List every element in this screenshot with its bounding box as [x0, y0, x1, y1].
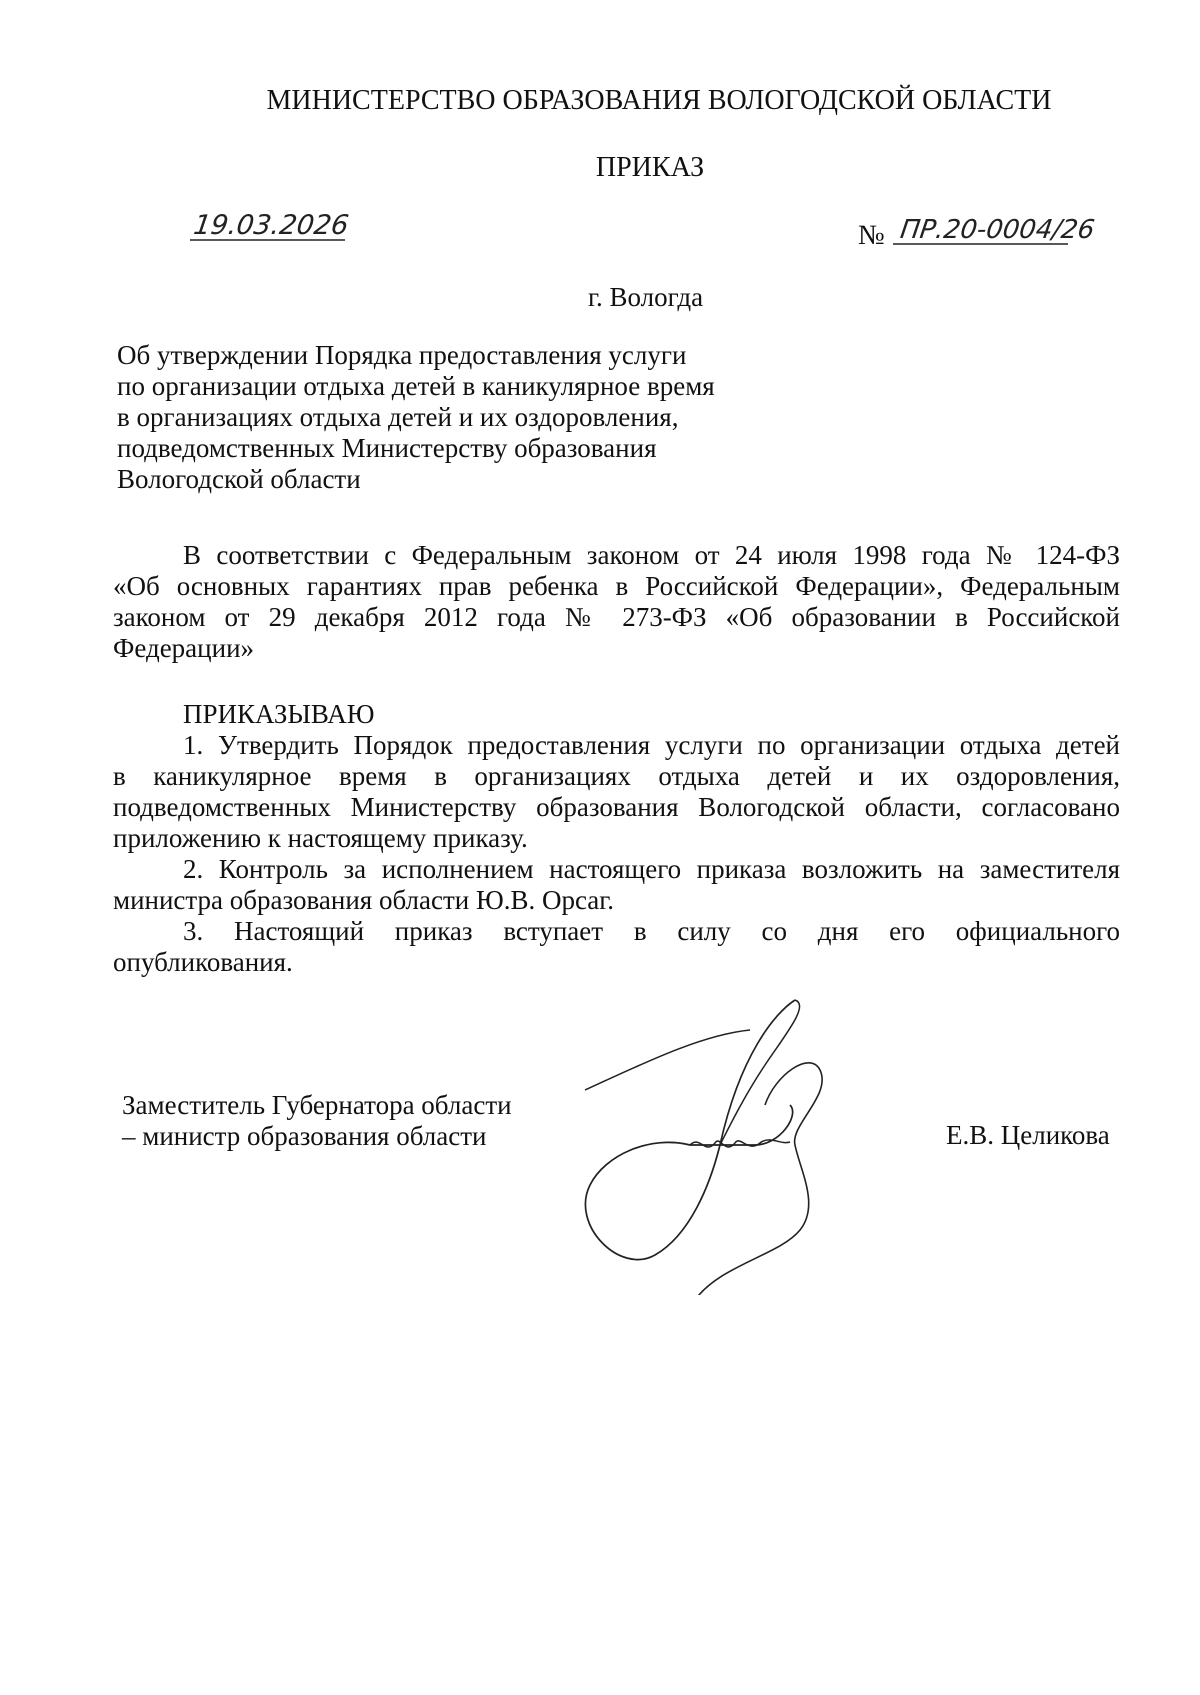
title-line: в организациях отдыха детей и их оздоровления, [117, 402, 679, 432]
item-line: министра образования области Ю.В. Орсаг. [113, 885, 615, 915]
order-word: ПРИКАЗЫВАЮ [183, 699, 375, 729]
date-value: 19.03.2026 [191, 210, 351, 241]
document-type-heading: ПРИКАЗ [595, 152, 705, 183]
item-line: 1. Утвердить Порядок предоставления услуги по организации отдыха детей [183, 730, 1120, 760]
preamble-line: В соответствии с Федеральным законом от 24 июля 1998 года № 124-ФЗ [183, 540, 1120, 570]
signer-name: Е.В. Целикова [946, 1120, 1110, 1150]
preamble [113, 540, 1120, 664]
signature-drawing [570, 995, 910, 1295]
preamble-line: «Об основных гарантиях прав ребенка в Российской Федерации», Федеральным [113, 571, 1120, 601]
title-line: Об утверждении Порядка предоставления услуги [117, 340, 687, 370]
item-line: в каникулярное время в организациях отдыха детей и их оздоровления, [113, 761, 1120, 791]
signer-position-line: Заместитель Губернатора области [122, 1090, 512, 1120]
item-line: опубликования. [113, 947, 293, 977]
number-value: ПР.20-0004/26 [898, 215, 1097, 245]
handwritten-number-drawing [893, 212, 1153, 252]
item-line: 3. Настоящий приказ вступает в силу со дня его официального [183, 916, 1120, 946]
ministry-header: МИНИСТЕРСТВО ОБРАЗОВАНИЯ ВОЛОГОДСКОЙ ОБЛАСТИ [266, 85, 1052, 116]
handwritten-date-drawing [190, 210, 390, 250]
number-sign: № [858, 220, 885, 251]
signature [570, 995, 910, 1300]
order-title [117, 340, 715, 495]
item-line: приложению к настоящему приказу. [113, 823, 528, 853]
order-items [113, 730, 1120, 978]
preamble-line: Федерации» [113, 633, 255, 663]
signer-position-line: – министр образования области [122, 1121, 487, 1151]
item-line: подведомственных Министерству образования Вологодской области, согласовано [113, 792, 1120, 822]
item-line: 2. Контроль за исполнением настоящего приказа возложить на заместителя [183, 854, 1120, 884]
signer-position [122, 1090, 512, 1152]
title-line: подведомственных Министерству образования [117, 433, 657, 463]
city: г. Вологда [588, 282, 704, 312]
preamble-line: законом от 29 декабря 2012 года № 273-ФЗ «Об образовании в Российской [113, 602, 1120, 632]
title-line: Вологодской области [117, 464, 361, 494]
handwritten-date [190, 210, 390, 255]
registration-number [858, 212, 1153, 252]
title-line: по организации отдыха детей в каникулярное время [117, 371, 715, 401]
